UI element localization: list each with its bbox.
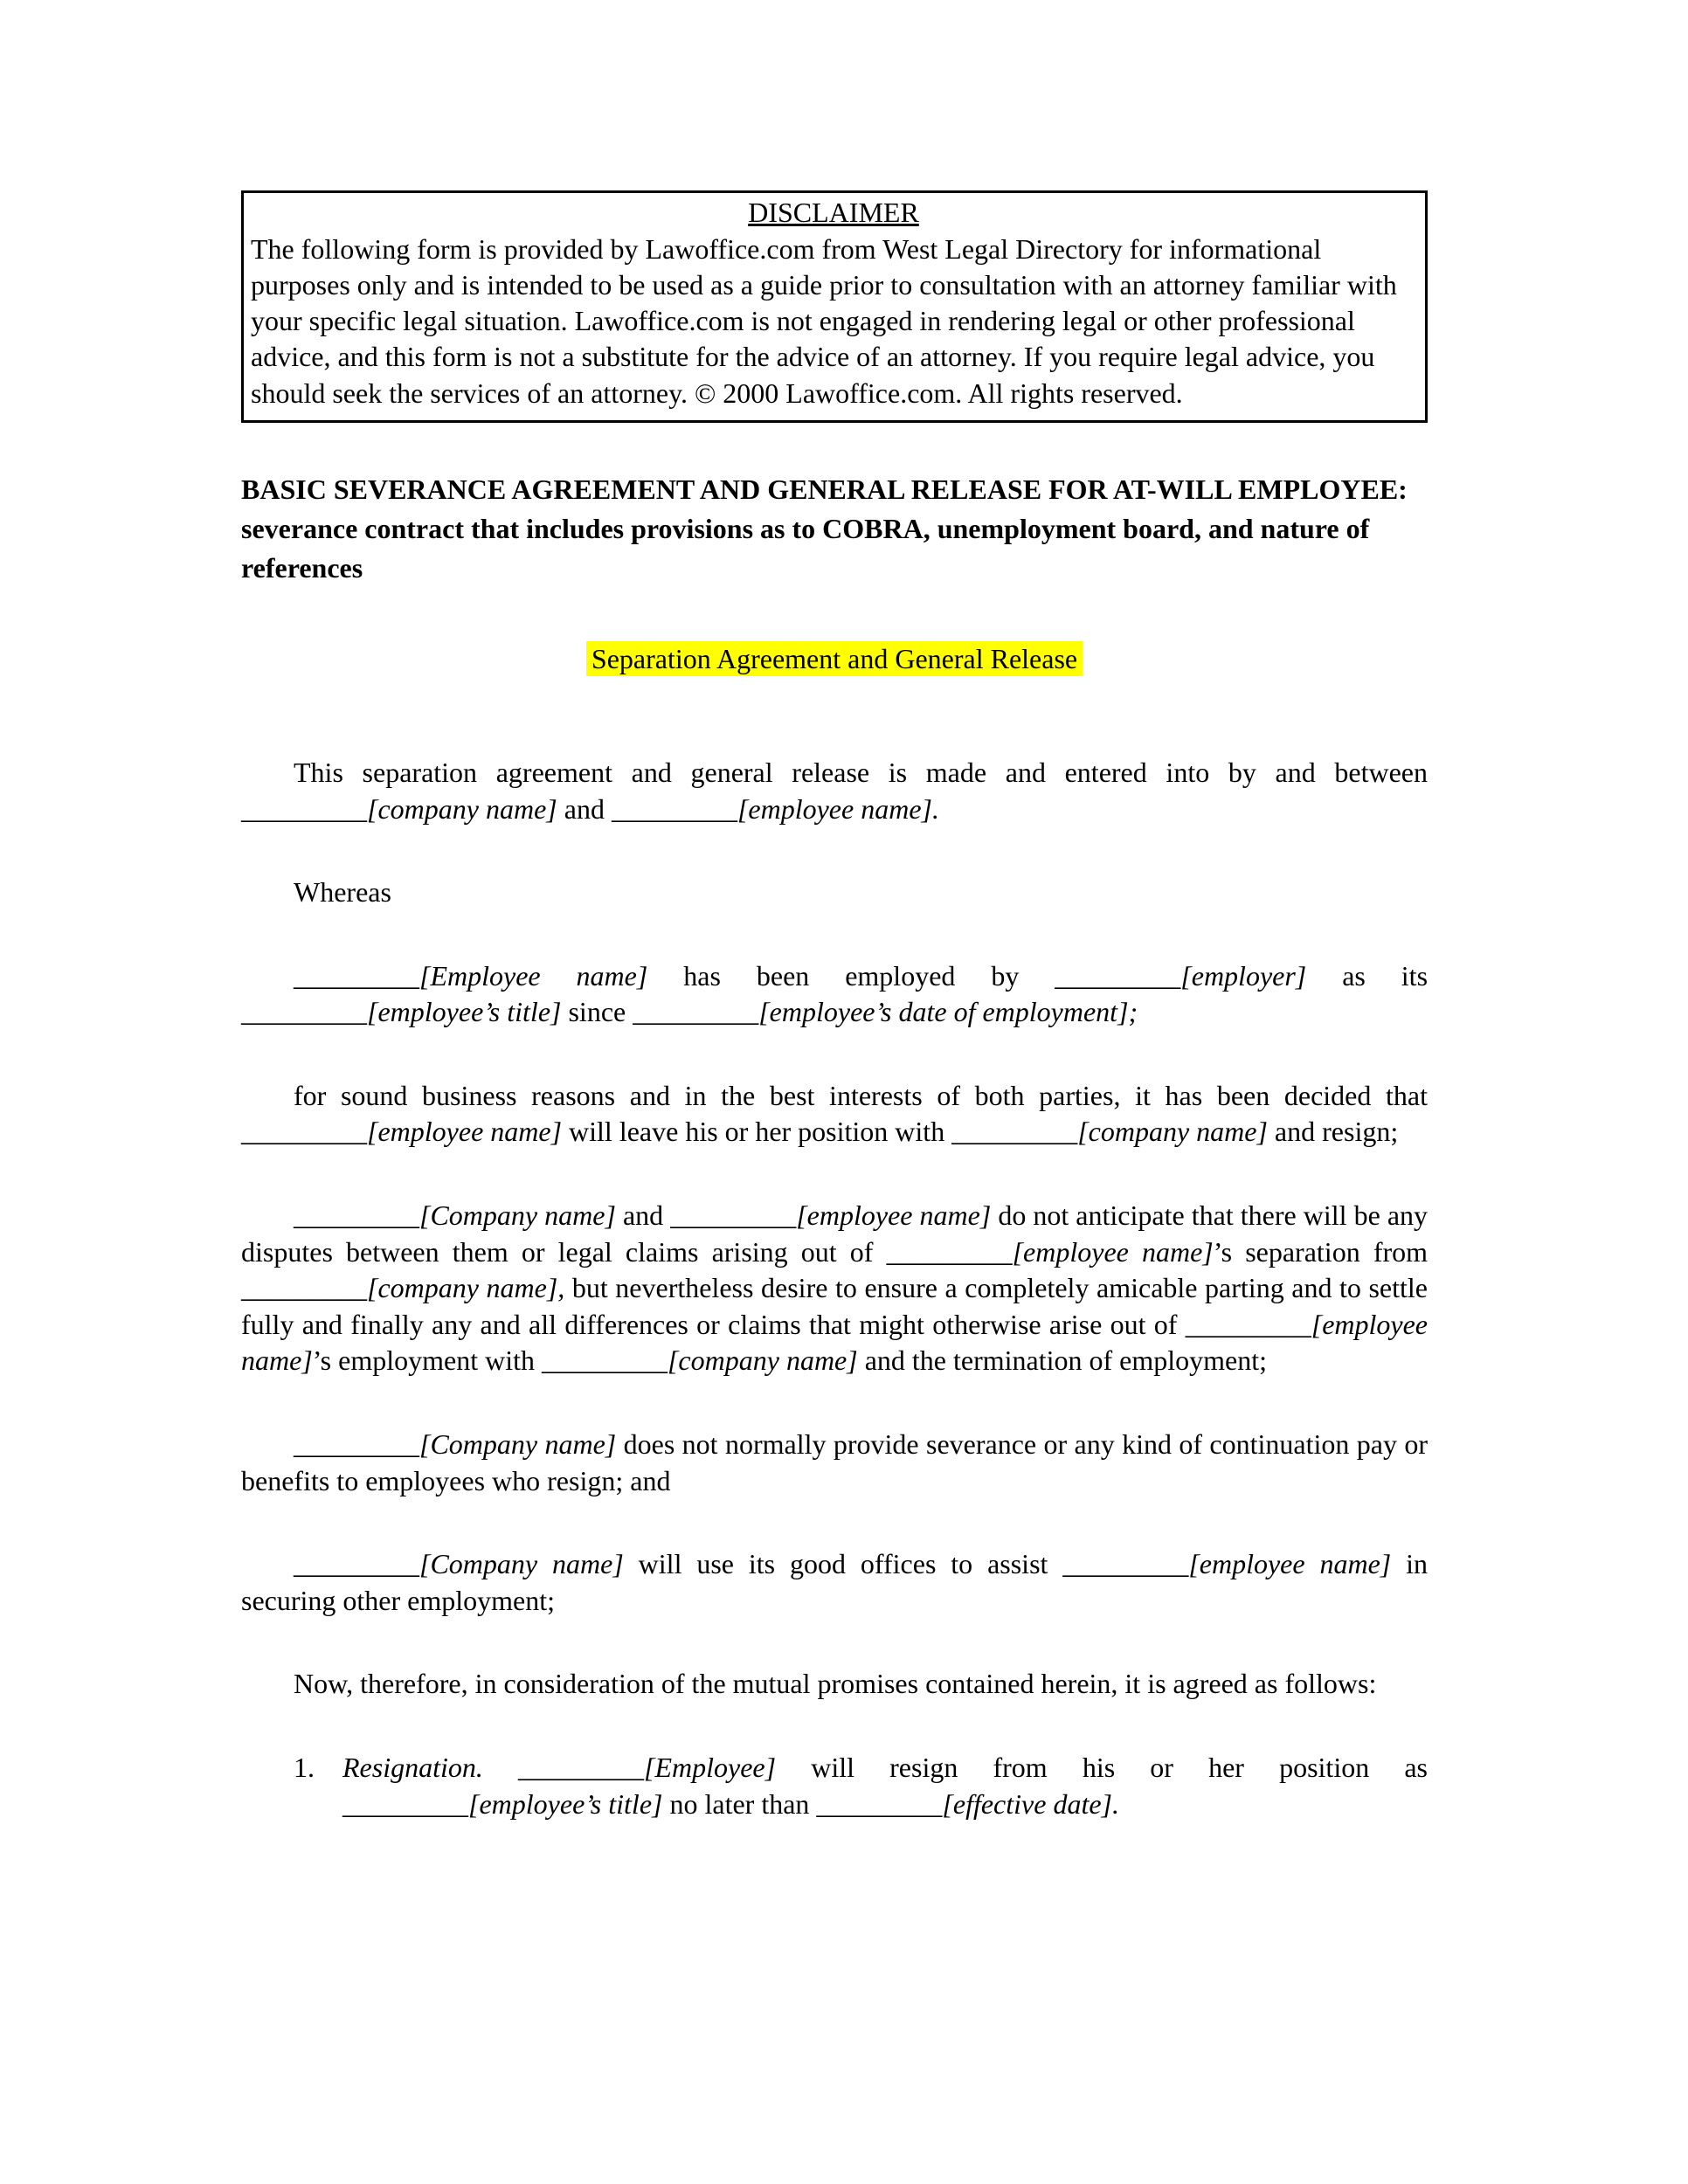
no-disputes-clause [241, 1198, 1428, 1379]
text-segment: Now, therefore, in consideration of the mutual promises contained herein, it is agreed as follows: [294, 1668, 1377, 1700]
document-title-row [241, 641, 1428, 678]
list-item-resignation [241, 1750, 1428, 1822]
field-placeholder: [employee’s title] [468, 1787, 663, 1820]
field-placeholder: [Company name] [419, 1199, 616, 1232]
document-title: Separation Agreement and General Release [586, 641, 1083, 676]
field-placeholder: [employee name] [1188, 1548, 1392, 1580]
text-segment: This separation agreement and general release is made and entered into by and between [294, 756, 1428, 788]
blank-line: _________ [294, 1199, 419, 1232]
field-placeholder: [employee name] [1012, 1235, 1214, 1268]
blank-line: _________ [241, 1116, 367, 1148]
text-segment: as its [1306, 959, 1429, 992]
blank-line: _________ [816, 1787, 943, 1820]
blank-line: _________ [886, 1235, 1013, 1268]
blank-line: _________ [670, 1199, 797, 1232]
blank-line: _________ [294, 1548, 419, 1580]
intro-paragraph [241, 755, 1428, 827]
blank-line: _________ [342, 1787, 468, 1820]
text-segment: will leave his or her position with [562, 1116, 952, 1148]
text-segment: but nevertheless desire to ensure a completely amicable parting and to settle fully and finally any and all differences or claims that might otherwise arise out of [241, 1272, 1429, 1340]
text-segment: ’s employment with [312, 1344, 542, 1377]
field-placeholder: [employee name] [241, 1308, 1428, 1377]
whereas-paragraph [241, 874, 1428, 911]
blank-line: _________ [1185, 1308, 1311, 1340]
blank-line: _________ [241, 1272, 367, 1304]
field-placeholder: Resignation. [342, 1752, 483, 1783]
text-segment: ’s separation from [1213, 1235, 1429, 1268]
field-placeholder: [effective date]. [942, 1787, 1119, 1820]
blank-line: _________ [1062, 1548, 1189, 1580]
blank-line: _________ [951, 1116, 1078, 1148]
good-offices-clause [241, 1546, 1428, 1619]
document-body [241, 755, 1428, 1703]
blank-line: _________ [294, 959, 419, 992]
text-segment: and the termination of employment; [857, 1344, 1268, 1377]
text-segment: will use its good offices to assist [623, 1548, 1063, 1580]
numbered-list [241, 1750, 1428, 1822]
field-placeholder: [Employee] [644, 1752, 777, 1783]
text-segment [483, 1752, 518, 1783]
text-segment: no later than [662, 1787, 817, 1820]
text-segment: in securing other employment; [241, 1548, 1429, 1616]
field-placeholder: [company name] [367, 792, 557, 825]
text-segment: Whereas [294, 876, 391, 909]
text-segment: will resign from his or her position as [776, 1752, 1429, 1783]
blank-line: _________ [541, 1344, 668, 1377]
blank-line: _________ [518, 1752, 645, 1783]
blank-line: _________ [1055, 959, 1181, 992]
field-placeholder: [employee name] [367, 1116, 563, 1148]
text-segment: do not anticipate that there will be any disputes between them or legal claims arising out of [241, 1199, 1429, 1268]
field-placeholder: [company name], [367, 1272, 565, 1304]
field-placeholder: [employee’s title] [367, 996, 562, 1028]
disclaimer-title: DISCLAIMER [748, 197, 919, 228]
blank-line: _________ [241, 996, 367, 1028]
disclaimer-box [241, 190, 1428, 423]
disclaimer-body: The following form is provided by Lawoffice.com from West Legal Directory for informational purposes only and is intended to be used as a guide prior to consultation with an attorney familiar with your specific legal situation. Lawoffice.com is not engaged in rendering legal or other professional advice, and this form is not a substitute for the advice of an attorney. If you require legal advice, you should seek the services of an attorney. © 2000 Lawoffice.com. All rights reserved. [251, 232, 1397, 409]
text-segment: does not normally provide severance or any kind of continuation pay or benefits to employees who resign; and [241, 1428, 1429, 1496]
employment-history-clause [241, 958, 1428, 1031]
field-placeholder: [employee name] [796, 1199, 992, 1232]
blank-line: _________ [633, 996, 759, 1028]
field-placeholder: [Company name] [419, 1428, 617, 1461]
field-placeholder: [Company name] [419, 1548, 624, 1580]
text-segment: and [615, 1199, 671, 1232]
list-item-number: 1. [294, 1752, 315, 1783]
blank-line: _________ [294, 1428, 419, 1461]
text-segment: for sound business reasons and in the best interests of both parties, it has been decided that [294, 1079, 1428, 1111]
field-placeholder: [company name] [1077, 1116, 1268, 1148]
text-segment: has been employed by [647, 959, 1055, 992]
text-segment: and [557, 792, 612, 825]
field-placeholder: [Employee name] [419, 959, 648, 992]
text-segment: since [561, 996, 633, 1028]
document-heading: BASIC SEVERANCE AGREEMENT AND GENERAL RELEASE FOR AT-WILL EMPLOYEE: severance contract that includes provisions as to COBRA, unemployment board, and nature of references [241, 473, 1408, 584]
text-segment: and resign; [1267, 1116, 1399, 1148]
consideration-clause [241, 1666, 1428, 1703]
field-placeholder: [company name] [667, 1344, 858, 1377]
field-placeholder: [employee’s date of employment]; [758, 996, 1138, 1028]
field-placeholder: [employer] [1180, 959, 1307, 992]
business-reasons-clause [241, 1078, 1428, 1151]
blank-line: _________ [241, 792, 367, 825]
no-severance-clause [241, 1427, 1428, 1499]
field-placeholder: [employee name]. [737, 792, 939, 825]
blank-line: _________ [611, 792, 737, 825]
